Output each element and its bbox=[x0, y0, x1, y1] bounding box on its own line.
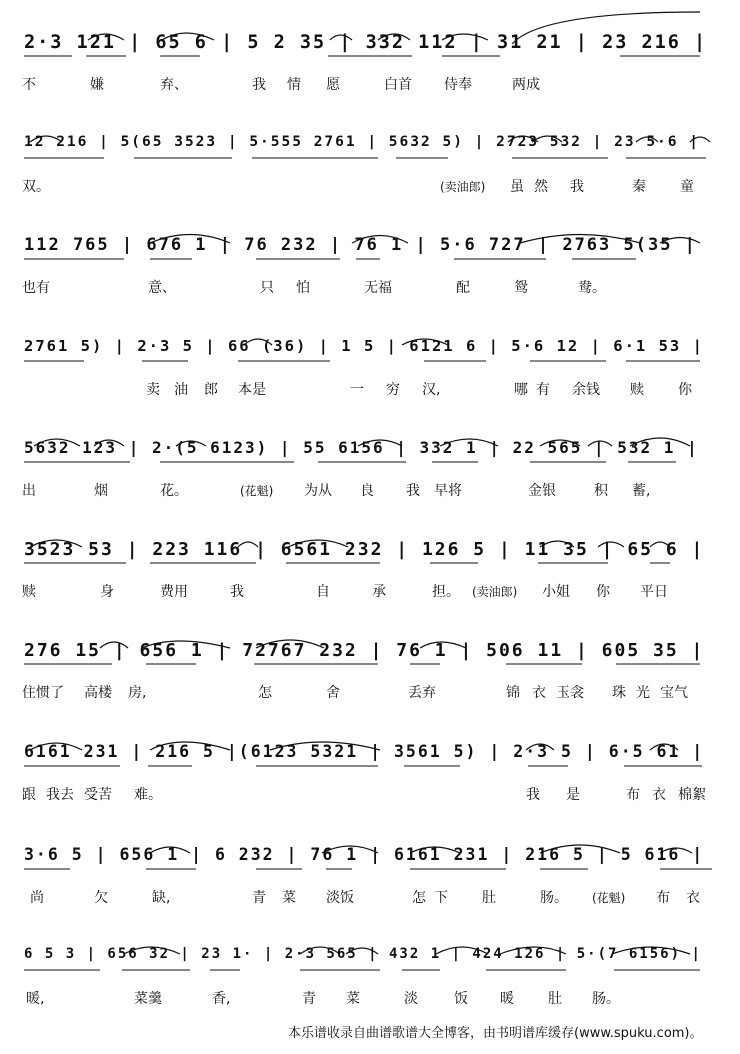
lyric: 双。 bbox=[22, 179, 50, 195]
lyric: 下 bbox=[434, 890, 448, 906]
lyric: 嫌 bbox=[90, 77, 104, 93]
lyric: 是 bbox=[566, 787, 580, 803]
lyric: 郎 bbox=[204, 382, 218, 398]
lyric: (卖油郎) bbox=[472, 585, 518, 599]
lyric: 余钱 bbox=[572, 382, 600, 398]
lyric: 青 bbox=[302, 991, 316, 1007]
lyric: 烟 bbox=[94, 483, 108, 499]
lyric: 我 bbox=[252, 77, 266, 93]
lyric: 衣 bbox=[652, 787, 666, 803]
lyric: 淡 bbox=[404, 991, 418, 1007]
lyric: 早将 bbox=[434, 483, 462, 499]
lyric: 跟 bbox=[22, 787, 36, 803]
lyric: 意、 bbox=[148, 280, 176, 296]
music-line-3: 112 765 | 676 1 | 76 232 | 76 1 | 5·6 727 | 2763 5(35 | bbox=[24, 235, 697, 255]
lyric: 肠。 bbox=[540, 890, 568, 906]
music-line-10: 6 5 3 | 656 32 | 23 1· | 2·3 565 | 432 1 | 424 126 | 5·(7 6156) | bbox=[24, 946, 702, 962]
lyric: 不 bbox=[22, 77, 36, 93]
lyric: 鸯。 bbox=[578, 280, 606, 296]
lyric: 房, bbox=[128, 685, 147, 701]
lyric: 饭 bbox=[454, 991, 468, 1007]
lyric: 白首 bbox=[384, 77, 412, 93]
lyric: 肠。 bbox=[592, 991, 620, 1007]
lyric: 我 bbox=[526, 787, 540, 803]
lyric: 身 bbox=[100, 584, 114, 600]
lyric: 秦 bbox=[632, 179, 646, 195]
lyric: 布 bbox=[656, 890, 670, 906]
lyric: 费用 bbox=[160, 584, 188, 600]
lyric: (花魁) bbox=[592, 891, 626, 905]
lyric: 油 bbox=[174, 382, 188, 398]
lyric: 也有 bbox=[22, 280, 50, 296]
lyric: 配 bbox=[456, 280, 470, 296]
lyric: 菜羹 bbox=[134, 991, 162, 1007]
lyric: 宝气 bbox=[660, 685, 688, 701]
lyric: 承 bbox=[372, 584, 386, 600]
lyric: 淡饭 bbox=[326, 890, 354, 906]
lyric: 高楼 bbox=[84, 685, 112, 701]
lyric: 一 bbox=[350, 382, 364, 398]
lyric: 尚 bbox=[30, 890, 44, 906]
lyric: 良 bbox=[360, 483, 374, 499]
music-line-4: 2761 5) | 2·3 5 | 66 (36) | 1 5 | 6121 6 | 5·6 12 | 6·1 53 | bbox=[24, 337, 704, 355]
music-line-6: 3523 53 | 223 116 | 6561 232 | 126 5 | 11 35 | 65 6 | bbox=[24, 539, 705, 560]
music-line-5: 5632 123 | 2·(5 6123) | 55 6156 | 332 1 | 22 565 | 532 1 | bbox=[24, 438, 699, 457]
lyric: 平日 bbox=[640, 584, 668, 600]
lyric: (卖油郎) bbox=[440, 180, 486, 194]
lyric: 你 bbox=[678, 382, 692, 398]
lyric: 然 bbox=[534, 179, 548, 195]
lyric: 我 bbox=[230, 584, 244, 600]
lyric: 衣 bbox=[532, 685, 546, 701]
lyric: 衣 bbox=[686, 890, 700, 906]
lyric: 两成 bbox=[512, 77, 540, 93]
lyric: 蓄, bbox=[632, 483, 651, 499]
lyric: 青 bbox=[252, 890, 266, 906]
lyric: 愿 bbox=[326, 77, 340, 93]
lyric: 丢弃 bbox=[408, 685, 436, 701]
lyric: 舍 bbox=[326, 685, 340, 701]
lyric: 为从 bbox=[304, 483, 332, 499]
lyric: 布 bbox=[626, 787, 640, 803]
lyric: 欠 bbox=[94, 890, 108, 906]
lyric: 虽 bbox=[510, 179, 524, 195]
lyric: 怎 bbox=[412, 890, 426, 906]
music-line-9: 3·6 5 | 656 1 | 6 232 | 76 1 | 6161 231 | 216 5 | 5 616 | bbox=[24, 845, 705, 864]
lyric: 怕 bbox=[296, 280, 310, 296]
lyric: 穷 bbox=[386, 382, 400, 398]
lyric: 我 bbox=[406, 483, 420, 499]
music-line-7: 276 15 | 656 1 | 72767 232 | 76 1 | 506 11 | 605 35 | bbox=[24, 640, 705, 661]
lyric: 玉衾 bbox=[556, 685, 584, 701]
lyric: 金银 bbox=[528, 483, 556, 499]
lyric: 锦 bbox=[506, 685, 520, 701]
footer-credit: 本乐谱收录自曲谱歌谱大全博客，由书明谱库缓存(www.spuku.com)。 bbox=[288, 1026, 703, 1041]
lyric: 暖, bbox=[26, 991, 45, 1007]
lyric: 自 bbox=[316, 584, 330, 600]
lyric: 弃、 bbox=[160, 77, 188, 93]
lyric: 赎 bbox=[630, 382, 644, 398]
lyric: 鸳 bbox=[514, 280, 528, 296]
lyric: 担。 bbox=[432, 584, 460, 600]
lyric: 我去 bbox=[46, 787, 74, 803]
lyric: 我 bbox=[570, 179, 584, 195]
lyric: 光 bbox=[636, 685, 650, 701]
lyric: 情 bbox=[287, 77, 301, 93]
lyric: 菜 bbox=[346, 991, 360, 1007]
lyric: 肚 bbox=[482, 890, 496, 906]
lyric: 无福 bbox=[364, 280, 392, 296]
music-line-1: 2·3 121 | 65 6 | 5 2 35 | 332 112 | 31 21 | 23 216 | bbox=[24, 32, 708, 53]
lyric: (花魁) bbox=[240, 484, 274, 498]
lyric: 花。 bbox=[160, 483, 188, 499]
lyric: 菜 bbox=[282, 890, 296, 906]
lyric: 卖 bbox=[146, 382, 160, 398]
lyric: 缺, bbox=[152, 890, 171, 906]
lyric: 暖 bbox=[500, 991, 514, 1007]
lyric: 侍奉 bbox=[444, 77, 472, 93]
lyric: 香, bbox=[212, 991, 231, 1007]
lyric: 受苦 bbox=[84, 787, 112, 803]
lyric: 本是 bbox=[238, 382, 266, 398]
lyric: 你 bbox=[596, 584, 610, 600]
lyric: 哪 bbox=[514, 382, 528, 398]
lyric: 赎 bbox=[22, 584, 36, 600]
lyric: 小姐 bbox=[542, 584, 570, 600]
lyric: 只 bbox=[260, 280, 274, 296]
lyric: 难。 bbox=[134, 787, 162, 803]
lyric: 住惯了 bbox=[22, 685, 64, 701]
lyric: 童 bbox=[680, 179, 694, 195]
lyric: 怎 bbox=[258, 685, 272, 701]
music-line-2: 12 216 | 5(65 3523 | 5·555 2761 | 5632 5) | 2723 532 | 23 5·6 | bbox=[24, 134, 700, 150]
lyric: 积 bbox=[594, 483, 608, 499]
music-line-8: 6161 231 | 216 5 |(6123 5321 | 3561 5) | 2·3 5 | 6·5 61 | bbox=[24, 742, 705, 761]
lyric: 出 bbox=[22, 483, 36, 499]
lyric: 珠 bbox=[612, 685, 626, 701]
lyric: 肚 bbox=[548, 991, 562, 1007]
lyric: 汉, bbox=[422, 382, 441, 398]
lyric: 棉絮 bbox=[678, 787, 706, 803]
lyric: 有 bbox=[536, 382, 550, 398]
